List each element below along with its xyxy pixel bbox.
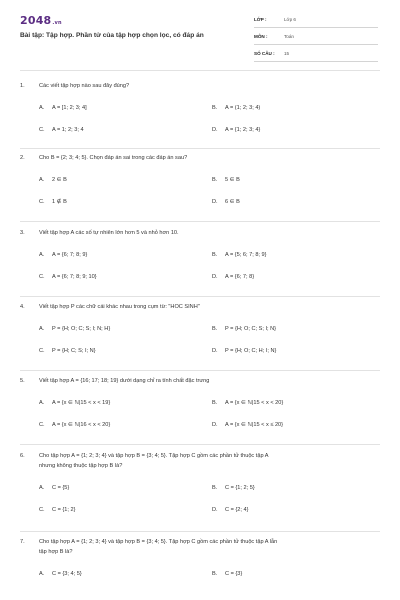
question-number: 5. [20, 378, 25, 384]
question-stem [20, 153, 380, 163]
question-number: 1. [20, 83, 25, 89]
option-text: C = {1; 2} [52, 507, 76, 513]
option-letter: A. [39, 485, 45, 491]
question-text: Viết tập hợp A các số tự nhiên lớn hơn 5 và nhỏ hơn 10. [39, 230, 179, 236]
meta-value: 15 [284, 51, 290, 56]
document-header [0, 0, 400, 70]
question-stem [20, 81, 380, 91]
answer-option-a[interactable] [39, 325, 110, 333]
question-stem [20, 302, 380, 312]
divider [20, 148, 380, 149]
option-text: A = [1; 2; 3; 4] [52, 105, 87, 111]
answer-option-b[interactable] [212, 570, 242, 578]
answer-option-a[interactable] [39, 570, 82, 578]
divider [20, 221, 380, 222]
divider [20, 70, 380, 71]
option-text: 6 ∈ B [225, 199, 240, 205]
option-letter: D. [212, 199, 218, 205]
question-stem [20, 537, 380, 557]
question-4 [20, 302, 380, 363]
option-text: C = {3; 4; 5} [52, 571, 82, 577]
option-letter: C. [39, 274, 45, 280]
option-letter: C. [39, 199, 45, 205]
option-letter: A. [39, 571, 45, 577]
question-text: Các viết tập hợp nào sau đây đúng? [39, 83, 130, 89]
answer-option-a[interactable] [39, 484, 69, 492]
option-letter: D. [212, 348, 218, 354]
answer-option-d[interactable] [212, 421, 283, 429]
answer-options [20, 98, 380, 142]
question-number: 2. [20, 155, 25, 161]
meta-label: LỚP : [254, 17, 267, 22]
question-2 [20, 153, 380, 214]
answer-option-c[interactable] [39, 347, 96, 355]
site-logo[interactable] [20, 14, 62, 27]
answer-option-d[interactable] [212, 506, 248, 514]
question-stem [20, 376, 380, 386]
meta-row-count [254, 48, 378, 62]
divider [20, 444, 380, 445]
question-stem [20, 451, 380, 471]
option-text: A = (1; 2; 3; 4) [225, 105, 261, 111]
option-text: P = {H; C; S; I; N} [52, 348, 96, 354]
question-3 [20, 228, 380, 289]
question-text-line: tập hợp B là? [39, 549, 73, 555]
option-letter: B. [212, 485, 218, 491]
question-text: Cho B = {2; 3; 4; 5}. Chọn đáp án sai trong các đáp án sau? [39, 155, 188, 161]
option-letter: D. [212, 507, 218, 513]
question-number: 3. [20, 230, 25, 236]
option-text: A = {6; 7; 8} [225, 274, 255, 280]
answer-option-c[interactable] [39, 421, 110, 429]
question-6 [20, 451, 380, 522]
question-number: 6. [20, 453, 25, 459]
option-letter: B. [212, 177, 218, 183]
answer-option-c[interactable] [39, 198, 67, 206]
option-text: A = {x ∈ ℕ|16 < x < 20} [52, 422, 111, 428]
option-text: A = {6; 7; 8; 9; 10} [52, 274, 97, 280]
option-letter: A. [39, 177, 45, 183]
document-meta [254, 14, 378, 62]
answer-options [20, 393, 380, 437]
option-text: P = {H; O; C; H; I; N} [225, 348, 277, 354]
meta-value: Lớp 6 [284, 17, 296, 22]
option-letter: B. [212, 105, 218, 111]
answer-option-a[interactable] [39, 399, 110, 407]
option-text: A = 1; 2; 3; 4 [52, 127, 84, 133]
answer-option-a[interactable] [39, 251, 87, 259]
logo-text: 2048 [20, 14, 52, 27]
option-text: A = {5; 6; 7; 8; 9} [225, 252, 267, 258]
answer-option-a[interactable] [39, 176, 67, 184]
divider [20, 531, 380, 532]
meta-label: SỐ CÂU : [254, 51, 275, 56]
option-text: C = {1; 2; 5} [225, 485, 255, 491]
question-5 [20, 376, 380, 437]
option-letter: A. [39, 105, 45, 111]
option-text: P = {H; O; C; S; I; N} [225, 326, 277, 332]
answer-options [20, 245, 380, 289]
option-letter: A. [39, 400, 45, 406]
option-text: A = {x ∈ ℕ|15 < x < 20} [225, 400, 284, 406]
option-text: A = {x ∈ ℕ|15 < x < 19} [52, 400, 111, 406]
question-text-line: Cho tập hợp A = {1; 2; 3; 4} và tập hợp B = {3; 4; 5}. Tập hợp C gồm các phần tử thuộc tập A lẫn [39, 539, 278, 545]
question-text [39, 537, 380, 557]
answer-option-d[interactable] [212, 273, 254, 281]
option-text: A = {x ∈ ℕ|15 < x ≤ 20} [225, 422, 284, 428]
question-number: 7. [20, 539, 25, 545]
meta-row-subject [254, 31, 378, 45]
option-letter: D. [212, 274, 218, 280]
answer-option-d[interactable] [212, 347, 276, 355]
answer-option-b[interactable] [212, 251, 267, 259]
answer-option-b[interactable] [212, 176, 240, 184]
option-text: A = {1; 2; 3; 4} [225, 127, 261, 133]
option-letter: B. [212, 252, 218, 258]
option-text: 1 ∉ B [52, 199, 67, 205]
answer-option-c[interactable] [39, 506, 75, 514]
question-number: 4. [20, 304, 25, 310]
option-letter: A. [39, 326, 45, 332]
option-letter: B. [212, 571, 218, 577]
answer-options [20, 319, 380, 363]
question-text: Viết tập hợp P các chữ cái khác nhau trong cụm từ: "HOC SINH" [39, 304, 200, 310]
option-text: P = {H; O; C; S; I; N; H} [52, 326, 111, 332]
meta-value: Toán [284, 34, 294, 39]
option-text: A = {6; 7; 8; 9} [52, 252, 88, 258]
answer-option-b[interactable] [212, 325, 276, 333]
answer-options [20, 170, 380, 214]
option-letter: B. [212, 326, 218, 332]
document-title: Bài tập: Tập hợp. Phần tử của tập hợp chọn lọc, có đáp án [20, 32, 204, 39]
option-letter: C. [39, 507, 45, 513]
question-7 [20, 537, 380, 588]
question-text: Viết tập hợp A = {16; 17; 18; 19} dưới dạng chỉ ra tính chất đặc trưng [39, 378, 210, 384]
option-text: 5 ∈ B [225, 177, 240, 183]
option-letter: C. [39, 127, 45, 133]
answer-option-c[interactable] [39, 273, 97, 281]
option-text: C = {2; 4} [225, 507, 249, 513]
meta-label: MÔN : [254, 34, 268, 39]
option-text: C = {5} [52, 485, 70, 491]
option-letter: C. [39, 422, 45, 428]
answer-option-d[interactable] [212, 126, 260, 134]
option-letter: D. [212, 127, 218, 133]
answer-option-b[interactable] [212, 399, 283, 407]
logo-tld: .vn [52, 20, 62, 26]
option-letter: A. [39, 252, 45, 258]
question-text-line: nhưng không thuộc tập hợp B là? [39, 463, 123, 469]
answer-options [20, 478, 380, 522]
question-text [39, 451, 380, 471]
option-text: 2 ∈ B [52, 177, 67, 183]
question-stem [20, 228, 380, 238]
option-letter: D. [212, 422, 218, 428]
answer-option-a[interactable] [39, 104, 87, 112]
question-text-line: Cho tập hợp A = {1; 2; 3; 4} và tập hợp B = {3; 4; 5}. Tập hợp C gồm các phần tử thuộc tập A [39, 453, 269, 459]
answer-options [20, 564, 380, 588]
answer-option-c[interactable] [39, 126, 84, 134]
question-1 [20, 81, 380, 142]
answer-option-d[interactable] [212, 198, 240, 206]
answer-option-b[interactable] [212, 484, 255, 492]
divider [20, 370, 380, 371]
option-letter: B. [212, 400, 218, 406]
option-text: C = {3} [225, 571, 243, 577]
answer-option-b[interactable] [212, 104, 260, 112]
meta-row-class [254, 14, 378, 28]
divider [20, 296, 380, 297]
option-letter: C. [39, 348, 45, 354]
